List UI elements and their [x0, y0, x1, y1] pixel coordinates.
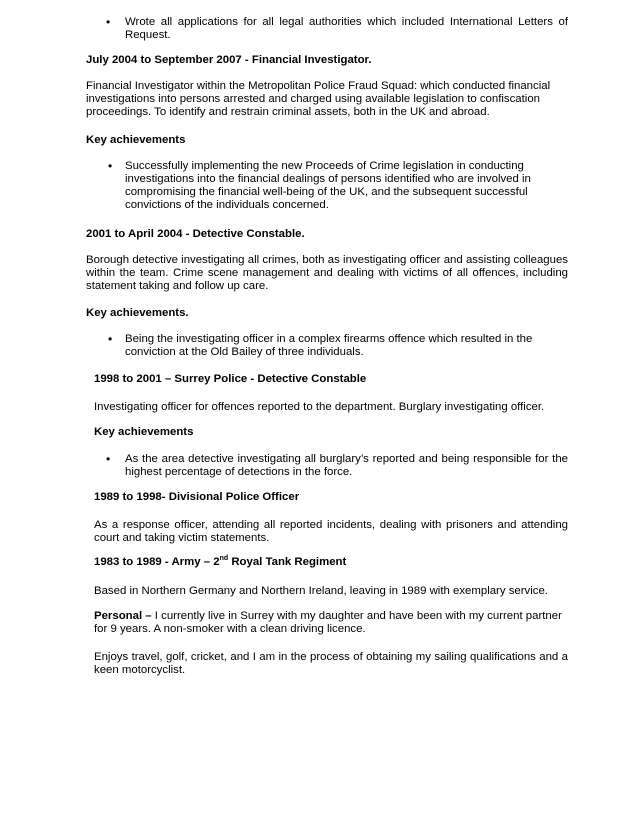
s3-heading: 1998 to 2001 – Surrey Police - Detective Constable [94, 373, 367, 385]
personal-paragraph [94, 610, 568, 636]
s3-achievement-text: As the area detective investigating all burglary’s reported and being responsible for the highest percentage of detections in the force. [125, 453, 568, 478]
s4-heading: 1989 to 1998- Divisional Police Officer [94, 491, 300, 503]
s3-body: Investigating officer for offences reported to the department. Burglary investigating officer. [94, 401, 545, 413]
s5-heading-pre: 1983 to 1989 - Army – 2 [94, 556, 220, 568]
s5-heading [94, 556, 564, 569]
s1-achievements-heading: Key achievements [86, 134, 186, 146]
bullet-icon: • [108, 159, 113, 173]
s1-heading: July 2004 to September 2007 - Financial Investigator. [86, 54, 372, 66]
personal-text: I currently live in Surrey with my daughter and have been with my current partner for 9 years. A non-smoker with a clean driving licence. [94, 610, 562, 635]
bullet-icon: • [106, 15, 111, 29]
s1-body: Financial Investigator within the Metropolitan Police Fraud Squad: which conducted financial investigations into persons arrested and charged using available legislation to confiscation proceedings. To identify and restrain criminal assets, both in the UK and abroad. [86, 80, 551, 118]
interests-paragraph: Enjoys travel, golf, cricket, and I am in the process of obtaining my sailing qualifications and a keen motorcyclist. [94, 651, 568, 676]
s2-achievements-heading: Key achievements. [86, 307, 189, 319]
s4-body: As a response officer, attending all reported incidents, dealing with prisoners and attending court and taking victim statements. [94, 519, 568, 544]
s2-body: Borough detective investigating all crimes, both as investigating officer and assisting colleagues within the team. Crime scene management and dealing with victims of all offences, including statement taking and follow up care. [86, 254, 568, 292]
bullet-icon: • [108, 332, 113, 346]
s3-achievements-heading: Key achievements [94, 426, 194, 438]
s1-achievement-text: Successfully implementing the new Proceeds of Crime legislation in conducting investigations into the financial dealings of persons identified who are involved in compromising the financial well-being of the UK, and the subsequent successful convictions of the individuals concerned. [125, 160, 531, 211]
s5-heading-sup: nd [219, 555, 229, 563]
intro-bullet-text: Wrote all applications for all legal authorities which included International Letters of Request. [125, 16, 568, 41]
bullet-icon: • [106, 452, 111, 466]
s2-achievement-text: Being the investigating officer in a complex firearms offence which resulted in the conviction at the Old Bailey of three individuals. [125, 333, 533, 358]
s2-heading: 2001 to April 2004 - Detective Constable. [86, 228, 305, 240]
s5-body: Based in Northern Germany and Northern Ireland, leaving in 1989 with exemplary service. [94, 585, 548, 597]
s5-heading-post: Royal Tank Regiment [228, 556, 347, 568]
personal-label: Personal – [94, 610, 152, 622]
